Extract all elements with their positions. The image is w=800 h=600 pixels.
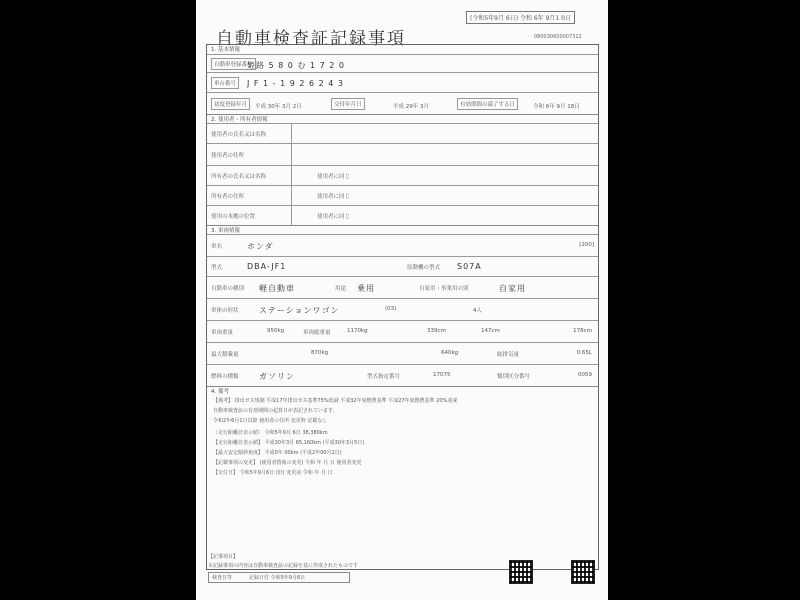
capacity-value: 4人 — [473, 308, 482, 314]
plate-label: 自動車登録番号 — [211, 58, 256, 70]
qr-code-icon — [571, 560, 595, 584]
vin-row — [207, 72, 598, 93]
record-table — [206, 44, 599, 570]
engine-value: S07A — [457, 262, 482, 271]
footer-note: 本記録事項の内容は自動車検査証の記録を基に作成されたものです — [208, 563, 359, 569]
weight-row — [207, 320, 598, 343]
document-sheet — [196, 0, 608, 600]
model-value: DBA-JF1 — [247, 262, 287, 271]
vin-label: 車台番号 — [211, 77, 239, 89]
width-value: 147cm — [481, 328, 500, 334]
plate-value: 姫路 5 8 0 む 1 7 2 0 — [247, 61, 345, 70]
document-title: 自動車検査証記録事項 — [216, 29, 406, 49]
fuel-label: 燃料の種類 — [211, 374, 239, 380]
section-basic-header: 1. 基本情報 — [211, 47, 240, 53]
engine-label: 原動機の型式 — [407, 265, 441, 271]
load-label: 最大積載量 — [211, 352, 239, 358]
gross-value: 1170kg — [347, 328, 368, 334]
use-label: 用途 — [335, 286, 347, 292]
section-owner-header: 2. 使用者・所有者情報 — [207, 114, 598, 123]
disp-value: 0.65L — [576, 350, 592, 356]
remark-line: 〔走行距離計表示値〕 令和5年9月 6日 38,380km — [213, 430, 328, 436]
fuel-value: ガソリン — [259, 372, 295, 381]
load-value: 870kg — [311, 350, 329, 356]
date-stamp: (令和5年9月 6日) 令和 6年 9月1 0日 — [466, 11, 575, 24]
vin-value: J F 1 - 1 9 2 6 2 4 3 — [247, 79, 344, 88]
date-value: 平成 29年 3月 — [393, 104, 429, 110]
owner-row-value: 使用者に同じ — [317, 174, 351, 180]
class-no-value: 0059 — [578, 372, 592, 378]
use-value: 乗用 — [357, 284, 375, 293]
document-number: 080030600007312 — [534, 34, 582, 40]
plate-row — [207, 54, 598, 73]
gross-label: 車両総重量 — [303, 330, 331, 336]
expiry-label: 有効期間の満了する日 — [457, 98, 518, 110]
section-remarks-header: 4. 備考 — [207, 386, 598, 395]
shape-code: (03) — [385, 306, 397, 312]
weight-value: 950kg — [267, 328, 285, 334]
remark-line: 【交付日】 令和5年9月6日 (旧) 変更前 令和 年 月 日 — [213, 470, 333, 476]
expiry-value: 令和 6年 9月 18日 — [533, 104, 580, 110]
length-value: 339cm — [427, 328, 446, 334]
kind-label: 自動車の種別 — [211, 286, 245, 292]
shape-row — [207, 298, 598, 321]
model-row — [207, 256, 598, 277]
remark-line: 令和2年6月1日以降 使用者の住所 変更時 記載なし — [213, 418, 328, 424]
footer-row-value: 記録日付 令和5年9月6日 — [249, 575, 306, 581]
owner-row — [207, 185, 598, 206]
kind-row — [207, 276, 598, 299]
type-no-value: 17075 — [433, 372, 451, 378]
type-no-label: 型式指定番号 — [367, 374, 401, 380]
private-label: 自家用・事業用の別 — [419, 286, 469, 292]
qr-code-icon — [509, 560, 533, 584]
section-vehicle-header: 3. 車両情報 — [207, 225, 598, 234]
owner-row-label: 所有者の住所 — [211, 194, 245, 200]
owner-row — [207, 123, 598, 144]
first-reg-value: 平成 30年 3月 2日 — [255, 104, 302, 110]
owner-row-label: 使用者の氏名又は名称 — [211, 132, 267, 138]
kind-value: 軽自動車 — [259, 284, 295, 293]
owner-row-value: 使用者に同じ — [317, 214, 351, 220]
private-value: 自家用 — [499, 284, 526, 293]
owner-row-label: 使用の本拠の位置 — [211, 214, 256, 220]
class-no-label: 類別区分番号 — [497, 374, 531, 380]
owner-row — [207, 205, 598, 226]
fuel-row — [207, 364, 598, 387]
owner-row-label: 使用者の住所 — [211, 153, 245, 159]
remark-line: 【走行距離計表示値】 平成30年3月 65,160km (平成30年3月5日) — [213, 440, 365, 446]
owner-divider — [291, 123, 292, 225]
owner-row — [207, 143, 598, 166]
footer-label: 【記事項目】 — [208, 554, 239, 560]
remark-line: 【記載事項の変更】 (使用者情報の変更) 令和 年 月 日 使用者変更 — [213, 460, 362, 466]
maker-row — [207, 234, 598, 257]
maker-value: ホンダ — [247, 242, 274, 251]
remark-line: 自動車検査証の有効期間の起算日が表記されています。 — [213, 408, 338, 414]
dates-row — [207, 92, 598, 115]
owner-row-label: 所有者の氏名又は名称 — [211, 174, 267, 180]
axle-fr-value: 640kg — [441, 350, 459, 356]
disp-label: 総排気量 — [497, 352, 520, 358]
shape-value: ステーションワゴン — [259, 306, 340, 315]
owner-row — [207, 165, 598, 186]
maker-code: [200] — [579, 242, 594, 248]
weight-label: 車両重量 — [211, 330, 234, 336]
remark-line: 【備考】 排出ガス規制 平成17年排出ガス基準75%低減 平成32年度燃費基準 平成27年度燃費基準 20%達成 — [213, 398, 458, 404]
load-row — [207, 342, 598, 365]
shape-label: 車体の形状 — [211, 308, 239, 314]
height-value: 178cm — [573, 328, 592, 334]
owner-row-value: 使用者に同じ — [317, 194, 351, 200]
footer-row — [208, 572, 350, 583]
first-reg-label: 初度登録年月 — [211, 98, 250, 110]
maker-label: 車名 — [211, 244, 223, 250]
remark-line: 【最大安定傾斜角度】 平成0年 00km (平成2年00月2日) — [213, 450, 342, 456]
date-label: 交付年月日 — [331, 98, 365, 110]
model-label: 型式 — [211, 265, 223, 271]
footer-row-label: 検査日等 — [212, 575, 233, 581]
